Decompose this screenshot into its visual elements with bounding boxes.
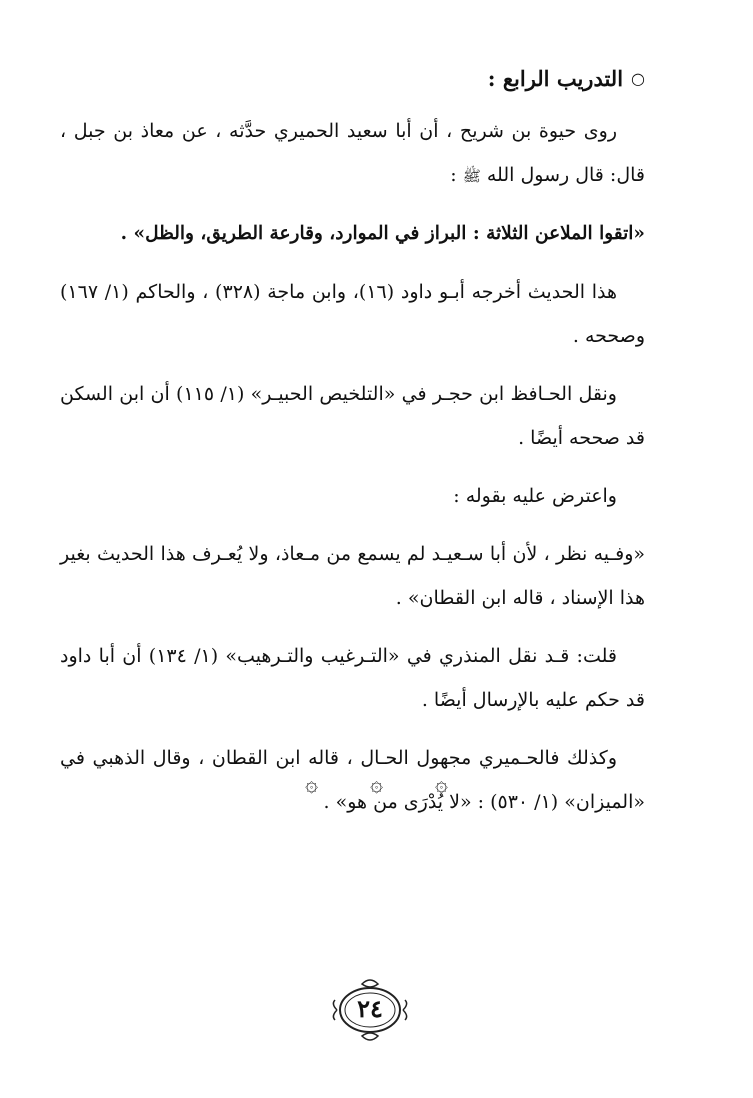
heading-title: التدريب الرابع : <box>487 66 624 91</box>
section-heading <box>60 66 645 91</box>
page-number-ornament <box>331 974 409 1044</box>
paragraph-4: ونقل الحـافظ ابن حجـر في «التلخيص الحبيـر» (١/ ١١٥) أن ابن السكن قد صححه أيضًا . <box>60 383 645 449</box>
page-content <box>60 66 645 838</box>
paragraph-7: قلت: قـد نقل المنذري في «التـرغيب والتـرهيب» (١/ ١٣٤) أن أبا داود قد حكم عليه بالإرسال أيضًا . <box>60 645 645 711</box>
paragraph-3: هذا الحديث أخرجه أبـو داود (١٦)، وابن ماجة (٣٢٨) ، والحاكم (١/ ١٦٧) وصححه . <box>60 281 645 347</box>
honorific-glyph: ﷺ <box>462 167 481 185</box>
star-ornament-icon: ۞ <box>305 772 319 797</box>
section-separator <box>0 772 753 797</box>
bullet-icon: ○ <box>631 69 645 88</box>
paragraph-1 <box>60 109 645 198</box>
paragraph-1-tail: : <box>450 164 463 186</box>
page-number: ٢٤ <box>357 994 383 1023</box>
star-ornament-icon: ۞ <box>370 772 383 797</box>
paragraph-8: وكذلك فالحـميري مجهول الحـال ، قاله ابن القطان ، وقال الذهبي في «الميزان» (١/ ٥٣٠) : «لا يُدْرَى من هو» . <box>60 747 645 813</box>
hadith-quote: «اتقوا الملاعن الثلاثة : البراز في الموارد، وقارعة الطريق، والظل» . <box>120 223 645 244</box>
star-ornament-icon: ۞ <box>434 772 448 797</box>
paragraph-5: واعترض عليه بقوله : <box>453 485 617 507</box>
paragraph-1-text: روى حيوة بن شريح ، أن أبا سعيد الحميري حدَّثه ، عن معاذ بن جبل ، قال: قال رسول الله <box>60 120 645 186</box>
paragraph-6: «وفـيه نظر ، لأن أبا سـعيـد لم يسمع من مـعاذ، ولا يُعـرف هذا الحديث بغير هذا الإسناد ، قاله ابن القطان» . <box>60 543 645 609</box>
